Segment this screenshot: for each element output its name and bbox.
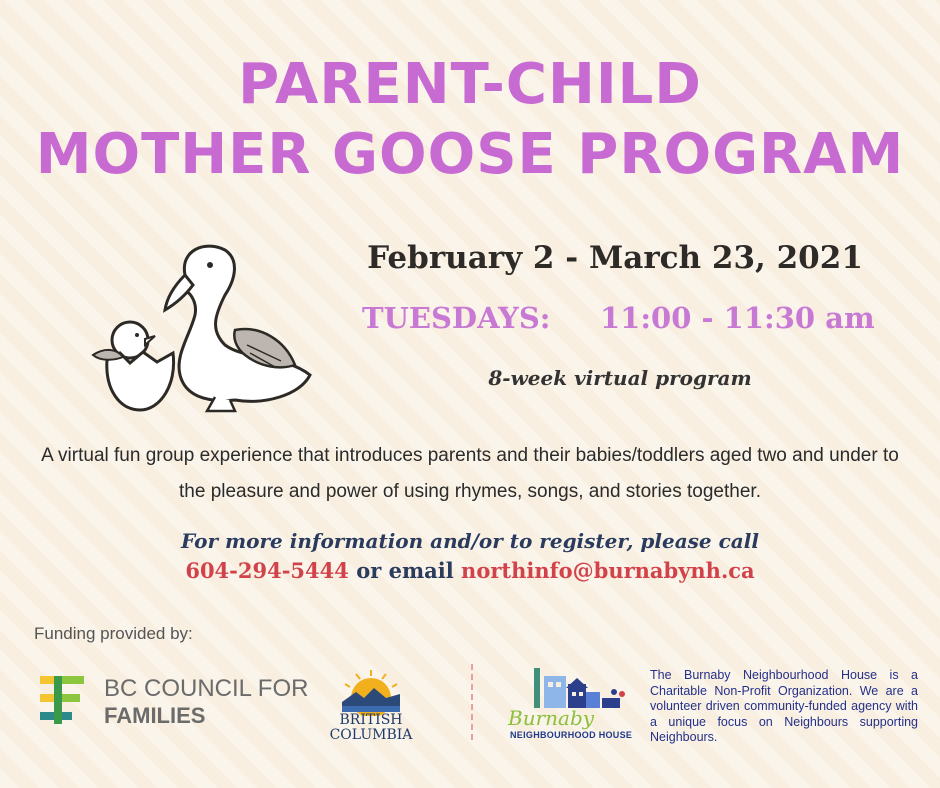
title-line-2: MOTHER GOOSE PROGRAM xyxy=(35,122,905,187)
bccf-logo-icon xyxy=(40,676,94,724)
contact-prompt: For more information and/or to register, please call xyxy=(181,529,759,553)
bnh-wordmark: Burnaby xyxy=(508,706,595,730)
bc-logo-line-2: COLUMBIA xyxy=(329,727,413,743)
logo-divider xyxy=(471,664,473,740)
contact-connector: or email xyxy=(348,558,462,583)
bccf-name-line-2: FAMILIES xyxy=(104,703,206,728)
british-columbia-sun-logo-icon xyxy=(334,668,408,716)
program-dates: February 2 - March 23, 2021 xyxy=(367,240,863,276)
contact-line xyxy=(100,558,840,583)
contact-phone[interactable]: 604-294-5444 xyxy=(185,558,349,583)
program-day-label: TUESDAYS: xyxy=(362,301,551,335)
bnh-about-text: The Burnaby Neighbourhood House is a Charitable Non-Profit Organization. We are a volunteer driven community-funded agency with a unique focus on Neighbours supporting Neighbours. xyxy=(650,668,918,744)
mother-goose-with-gosling-icon xyxy=(85,235,325,415)
funding-label: Funding provided by: xyxy=(34,624,193,643)
program-description: A virtual fun group experience that introduces parents and their babies/toddlers aged two and under to the pleasure and power of using rhymes, songs, and stories together. xyxy=(41,445,899,502)
contact-email[interactable]: northinfo@burnabynh.ca xyxy=(461,558,755,583)
bccf-name-line-1: BC COUNCIL FOR xyxy=(104,675,309,702)
bnh-subtitle: NEIGHBOURHOOD HOUSE xyxy=(510,730,633,740)
program-format: 8-week virtual program xyxy=(488,366,752,390)
title-line-1: PARENT-CHILD xyxy=(238,52,702,117)
bc-logo-line-1: BRITISH xyxy=(339,712,403,728)
program-time: 11:00 - 11:30 am xyxy=(600,301,875,335)
bc-logo-text xyxy=(322,713,420,743)
